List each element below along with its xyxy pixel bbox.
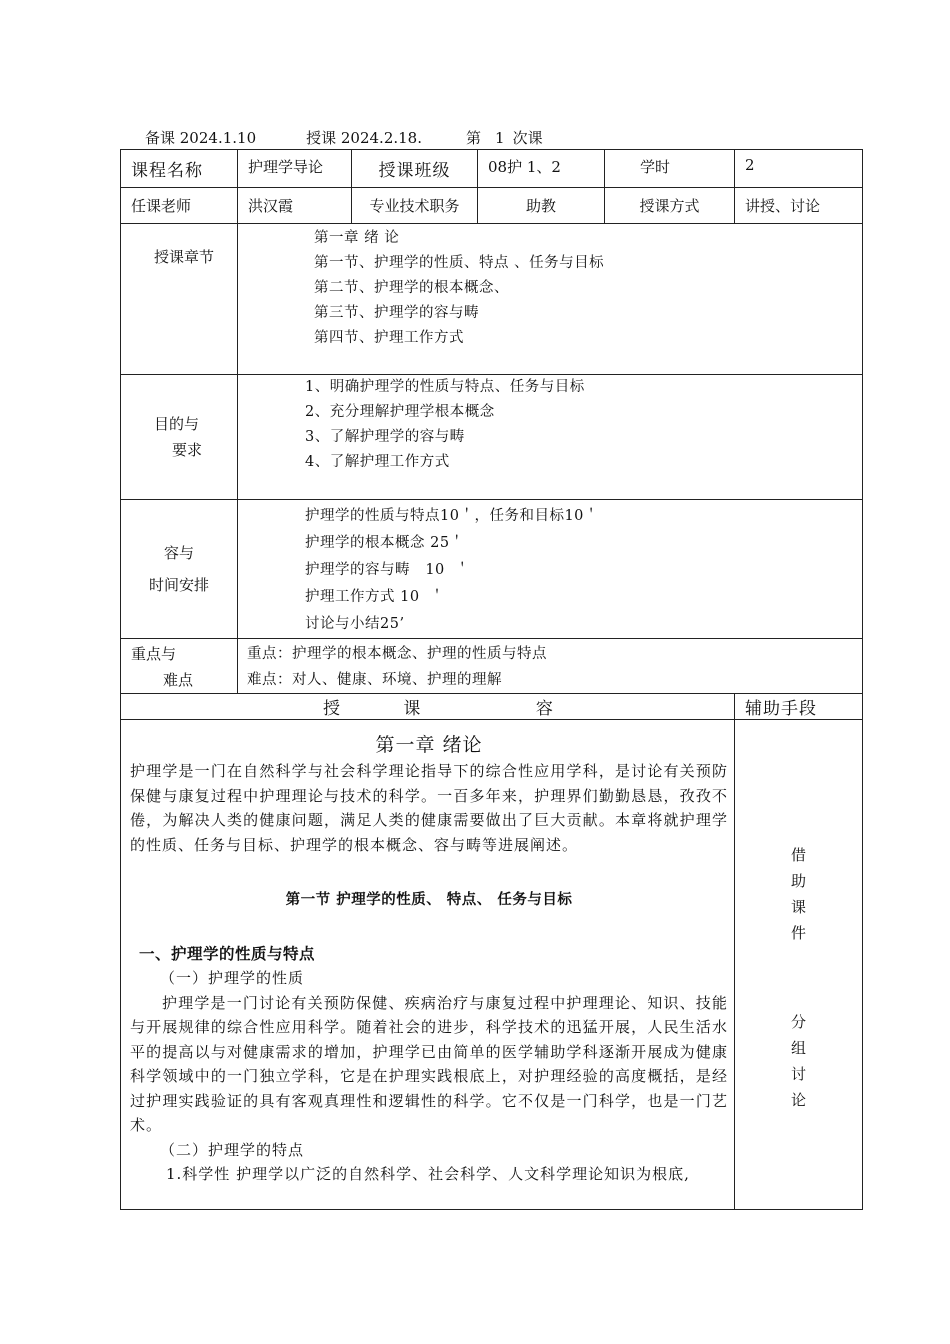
teach-date: 授课 2024.2.18. xyxy=(306,129,422,147)
chapter-item: 第二节、护理学的根本概念、 xyxy=(314,280,509,296)
hard-point: 难点：对人、健康、环境、护理的理解 xyxy=(247,672,502,688)
aux-char: 课 xyxy=(790,898,806,916)
keypoints-label xyxy=(121,639,238,694)
feature-paragraph: 1.科学性 护理学以广泛的自然科学、社会科学、人文科学理论知识为根底, xyxy=(166,1165,690,1183)
item-heading: （一）护理学的性质 xyxy=(160,969,305,987)
content-header-c1: 授 xyxy=(323,699,340,719)
subsection-title: 一、护理学的性质与特点 xyxy=(139,945,316,963)
chapters-label: 授课章节 xyxy=(121,224,238,375)
schedule-item: 护理工作方式 10 ＇ xyxy=(305,589,445,605)
aux-char: 讨 xyxy=(790,1065,806,1083)
goals-label-line1: 目的与 xyxy=(154,415,200,433)
aux-char: 件 xyxy=(790,924,806,942)
lesson-content xyxy=(121,720,735,1210)
lesson-plan-table xyxy=(120,149,863,1210)
aux-header: 辅助手段 xyxy=(735,694,863,720)
prep-date: 备课 2024.1.10 xyxy=(145,129,257,147)
title-value: 助教 xyxy=(478,188,605,224)
intro-paragraph: 护理学是一门在自然科学与社会科学理论指导下的综合性应用学科，是讨论有关预防保健与康复过程中护理理论与技术的科学。一百多年来，护理界们勤勤恳恳，孜孜不倦，为解决人类的健康问题，满足人类的健康需要做出了巨大贡献。本章将就护理学的性质、任务与目标、护理学的根本概念、容与畴等进展阐述。 xyxy=(130,762,728,854)
aux-char: 组 xyxy=(790,1039,806,1057)
hours-label: 学时 xyxy=(605,150,735,188)
aux-char: 论 xyxy=(790,1091,806,1109)
content-header xyxy=(121,694,735,720)
goal-item: 3、了解护理学的容与畴 xyxy=(305,429,465,445)
hours-value: 2 xyxy=(735,150,863,188)
key-point: 重点：护理学的根本概念、护理的性质与特点 xyxy=(247,646,547,662)
item-heading: （二）护理学的特点 xyxy=(160,1140,305,1159)
session-prefix: 第 xyxy=(466,129,482,147)
aux-means-discussion xyxy=(790,1009,808,1113)
aux-char: 借 xyxy=(790,846,806,864)
aux-char: 助 xyxy=(790,872,806,890)
schedule-list xyxy=(238,500,863,639)
class-value: 08护 1、2 xyxy=(478,150,605,188)
teacher-label: 任课老师 xyxy=(121,188,238,224)
course-name-label: 课程名称 xyxy=(121,150,238,188)
schedule-item: 讨论与小结25’ xyxy=(305,616,405,632)
chapter-item: 第四节、护理工作方式 xyxy=(314,330,464,346)
goal-item: 1、明确护理学的性质与特点、任务与目标 xyxy=(305,379,585,395)
nature-paragraph: 护理学是一门讨论有关预防保健、疾病治疗与康复过程中护理理论、知识、技能与开展规律的综合性应用科学。随着社会的进步，科学技术的迅猛开展，人民生活水平的提高以与对健康需求的增加，护理学已由简单的医学辅助学科逐渐开展成为健康科学领域中的一门独立学科，它是在护理实践根底上，对护理经验的高度概括，是经过护理实践验证的具有客观真理性和逻辑性的科学。它不仅是一门科学，也是一门艺术。 xyxy=(130,993,728,1134)
content-header-c3: 容 xyxy=(535,699,553,719)
schedule-item: 护理学的容与畴 10 ＇ xyxy=(305,562,470,578)
goals-label xyxy=(121,375,238,500)
goal-item: 2、充分理解护理学根本概念 xyxy=(305,404,495,420)
keypoints-label-line1: 重点与 xyxy=(131,645,177,663)
content-header-c2: 课 xyxy=(403,699,421,719)
course-name: 护理学导论 xyxy=(238,150,352,188)
chapter-item: 第一章 绪 论 xyxy=(314,230,400,246)
schedule-label-line1: 容与 xyxy=(163,544,194,562)
aux-char: 分 xyxy=(790,1013,806,1031)
goals-list xyxy=(238,375,863,500)
schedule-item: 护理学的性质与特点10＇，任务和目标10＇ xyxy=(305,508,599,524)
keypoints-label-line2: 难点 xyxy=(163,671,194,689)
section-title: 第一节 护理学的性质、 特点、 任务与目标 xyxy=(285,892,573,908)
class-label: 授课班级 xyxy=(352,150,478,188)
aux-means-courseware xyxy=(790,842,808,946)
teacher-name: 洪汉霞 xyxy=(238,188,352,224)
chapter-title: 第一章 绪论 xyxy=(375,734,483,756)
schedule-item: 护理学的根本概念 25＇ xyxy=(305,535,465,551)
goals-label-line2: 要求 xyxy=(172,441,203,459)
chapter-item: 第三节、护理学的容与畴 xyxy=(314,305,479,321)
goal-item: 4、了解护理工作方式 xyxy=(305,454,450,470)
chapters-list xyxy=(238,224,863,375)
method-label: 授课方式 xyxy=(605,188,735,224)
aux-means xyxy=(735,720,863,1210)
lesson-header xyxy=(145,127,543,148)
session-suffix: 次课 xyxy=(512,129,543,147)
schedule-label-line2: 时间安排 xyxy=(148,576,209,594)
keypoints-content xyxy=(238,639,863,694)
title-label: 专业技术职务 xyxy=(352,188,478,224)
schedule-label xyxy=(121,500,238,639)
session-number: 1 xyxy=(495,129,505,147)
chapter-item: 第一节、护理学的性质、特点 、任务与目标 xyxy=(314,255,605,271)
method-value: 讲授、讨论 xyxy=(735,188,863,224)
